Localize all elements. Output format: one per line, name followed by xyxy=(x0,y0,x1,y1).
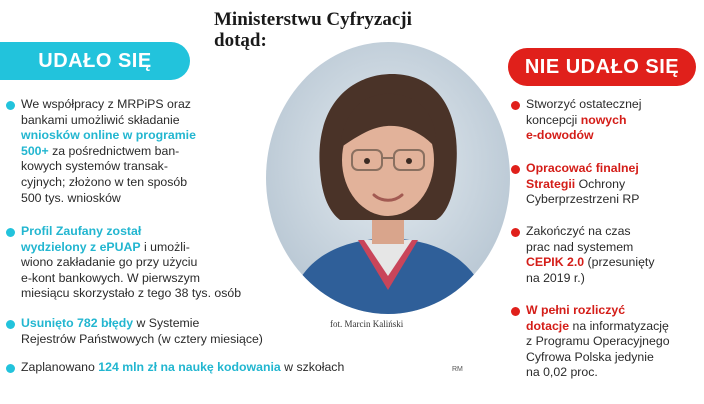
success-item xyxy=(21,360,344,376)
success-item xyxy=(21,97,196,206)
text-run: cyjnych; złożono w ten sposób xyxy=(21,174,188,189)
text-run: na 2019 r.) xyxy=(526,270,585,285)
item-text xyxy=(21,316,263,347)
item-line xyxy=(526,192,696,208)
item-line xyxy=(526,334,696,350)
success-label: UDAŁO SIĘ xyxy=(0,42,190,80)
failure-item xyxy=(526,224,696,286)
text-run: Zakończyć na czas xyxy=(526,224,631,238)
text-run: Ochrony xyxy=(575,176,626,191)
title-line-2: dotąd: xyxy=(214,30,267,51)
highlighted-text: Strategii xyxy=(526,176,576,191)
highlighted-text: Profil Zaufany został xyxy=(21,224,142,238)
item-line xyxy=(526,350,696,366)
text-run: i umożli- xyxy=(140,239,190,254)
item-line xyxy=(526,177,696,193)
highlighted-text: Opracować finalnej xyxy=(526,161,639,175)
item-line xyxy=(21,175,196,191)
item-line xyxy=(526,97,696,113)
failure-item xyxy=(526,161,696,208)
item-line xyxy=(526,319,696,335)
highlighted-text: nowych xyxy=(580,112,627,127)
item-text xyxy=(21,97,196,206)
failure-label: NIE UDAŁO SIĘ xyxy=(508,48,696,86)
item-text xyxy=(21,224,241,302)
item-line xyxy=(526,303,696,319)
text-run: na informatyzację xyxy=(569,318,669,333)
bullet-dot xyxy=(6,320,15,329)
text-run: Rejestrów Państwowych (w cztery miesiące) xyxy=(21,331,263,346)
item-line xyxy=(21,97,196,113)
highlighted-text: CEPIK 2.0 xyxy=(526,255,585,270)
item-line xyxy=(21,255,241,271)
item-text xyxy=(526,224,696,286)
item-line xyxy=(21,144,196,160)
item-text xyxy=(526,161,696,208)
bullet-dot xyxy=(6,228,15,237)
text-run: kowych systemów transak- xyxy=(21,159,168,174)
text-run: na 0,02 proc. xyxy=(526,365,598,380)
success-item xyxy=(21,224,241,302)
highlighted-text: wniosków online w programie xyxy=(21,128,196,143)
text-run: (przesunięty xyxy=(584,255,655,270)
item-line xyxy=(526,271,696,287)
text-run: za pośrednictwem ban- xyxy=(48,143,180,158)
item-line xyxy=(21,128,196,144)
title-line-1: Ministerstwu Cyfryzacji xyxy=(214,9,412,30)
text-run: 500 tys. wniosków xyxy=(21,190,121,205)
bullet-dot xyxy=(511,101,520,110)
text-run: koncepcji xyxy=(526,112,581,127)
text-run: wiono zakładanie go przy użyciu xyxy=(21,255,198,270)
portrait-photo xyxy=(266,40,510,316)
author-signature: RM xyxy=(452,366,463,373)
photo-credit: fot. Marcin Kaliński xyxy=(330,319,404,329)
success-item xyxy=(21,316,263,347)
bullet-dot xyxy=(6,364,15,373)
text-run: w szkołach xyxy=(280,360,345,374)
item-line xyxy=(21,159,196,175)
text-run: Cyberprzestrzeni RP xyxy=(526,192,640,207)
bullet-dot xyxy=(6,101,15,110)
item-text xyxy=(526,303,696,381)
highlighted-text: wydzielony z ePUAP xyxy=(21,239,141,254)
item-line xyxy=(21,316,263,332)
text-run: We współpracy z MRPiPS oraz xyxy=(21,97,191,111)
bullet-dot xyxy=(511,228,520,237)
item-text xyxy=(21,360,344,376)
text-run: w Systemie xyxy=(133,316,200,330)
item-line xyxy=(526,128,696,144)
item-line xyxy=(526,255,696,271)
item-line xyxy=(21,271,241,287)
highlighted-text: 500+ xyxy=(21,143,49,158)
item-line xyxy=(21,113,196,129)
item-line xyxy=(526,365,696,381)
highlighted-text: W pełni rozliczyć xyxy=(526,303,626,317)
text-run: z Programu Operacyjnego xyxy=(526,334,670,349)
item-line xyxy=(526,224,696,240)
item-line xyxy=(21,191,196,207)
text-run: prac nad systemem xyxy=(526,239,634,254)
text-run: miesiącu skorzystało z tego 38 tys. osób xyxy=(21,286,242,301)
item-line xyxy=(21,240,241,256)
item-line xyxy=(526,113,696,129)
text-run: bankami umożliwić składanie xyxy=(21,112,180,127)
failure-item xyxy=(526,303,696,381)
failure-item xyxy=(526,97,696,144)
bullet-dot xyxy=(511,165,520,174)
item-line xyxy=(526,161,696,177)
highlighted-text: e-dowodów xyxy=(526,128,594,143)
text-run: e-kont bankowych. W pierwszym xyxy=(21,270,201,285)
text-run: Zaplanowano xyxy=(21,360,99,374)
item-line xyxy=(21,332,263,348)
item-line xyxy=(21,286,241,302)
highlighted-text: 124 mln zł na naukę kodowania xyxy=(98,360,281,374)
text-run: Cyfrowa Polska jedynie xyxy=(526,349,654,364)
text-run: Stworzyć ostatecznej xyxy=(526,97,642,111)
item-line xyxy=(21,224,241,240)
item-text xyxy=(526,97,696,144)
item-line xyxy=(21,360,344,376)
highlighted-text: Usunięto 782 błędy xyxy=(21,316,134,330)
bullet-dot xyxy=(511,307,520,316)
item-line xyxy=(526,240,696,256)
highlighted-text: dotacje xyxy=(526,318,570,333)
